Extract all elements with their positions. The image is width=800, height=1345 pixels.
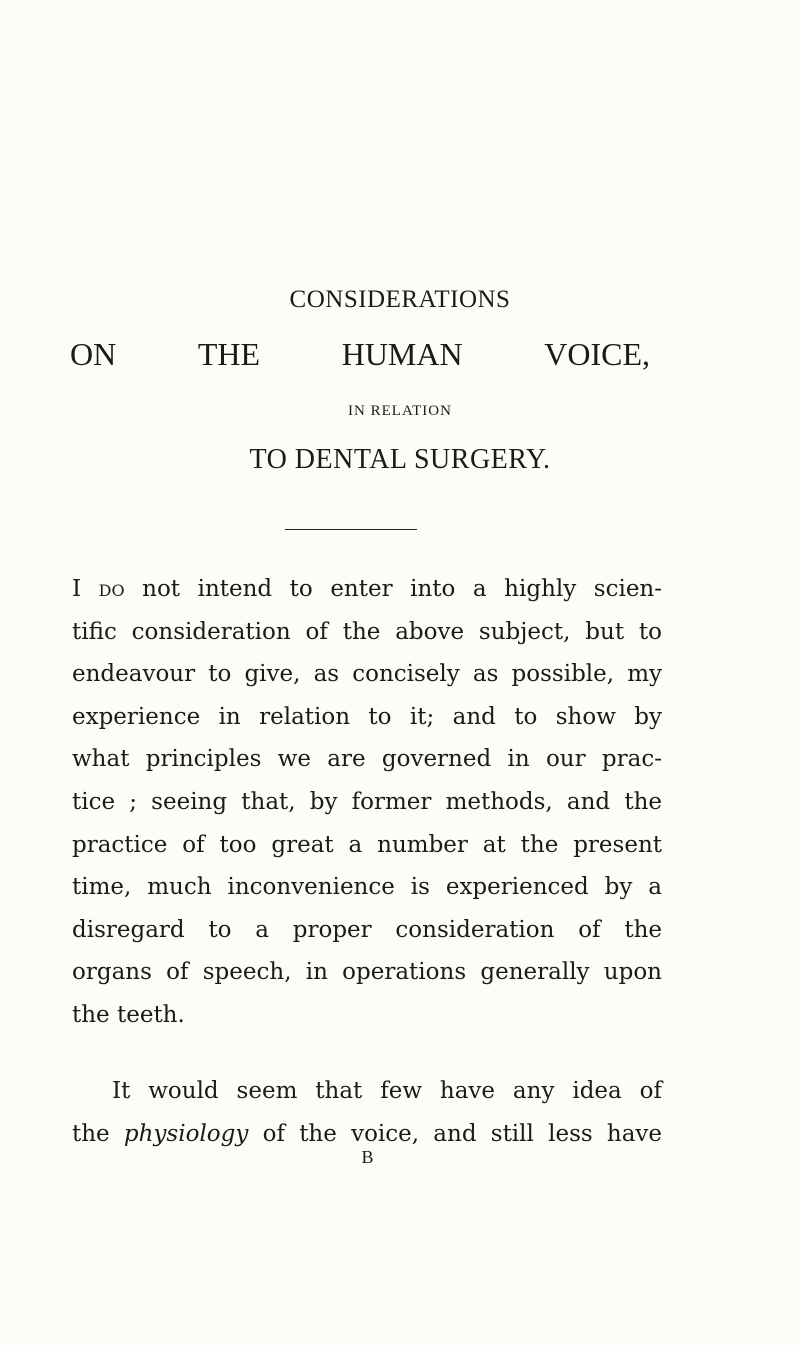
paragraph-line: tice ; seeing that, by former methods, and the: [72, 788, 662, 815]
initial-letter: I: [72, 576, 82, 602]
paragraph-line: [72, 568, 662, 611]
paragraph-line: time, much inconvenience is experienced by a: [72, 874, 662, 901]
small-caps-word: do: [98, 576, 125, 602]
paragraph-line: the teeth.: [72, 1001, 185, 1028]
title-line-dental-surgery: TO DENTAL SURGERY.: [249, 444, 551, 475]
paragraph-line: disregard to a proper consideration of the: [72, 916, 662, 943]
title-divider-rule: [285, 529, 417, 530]
paragraph-line: endeavour to give, as concisely as possible, my: [72, 661, 662, 688]
line-text: the: [72, 1120, 110, 1147]
paragraph-2: [72, 1070, 662, 1155]
italic-word: physiology: [123, 1120, 249, 1147]
paragraph-line: organs of speech, in operations generally upon: [72, 959, 662, 986]
title-word: THE: [197, 336, 261, 372]
title-word: HUMAN: [341, 336, 463, 372]
line-text: not intend to enter into a highly scien-: [142, 576, 663, 602]
title-word: VOICE,: [544, 336, 650, 372]
title-line-in-relation: IN RELATION: [348, 403, 452, 419]
paragraph-line: what principles we are governed in our prac-: [72, 746, 662, 773]
paragraph-line: experience in relation to it; and to show by: [72, 703, 662, 730]
title-line-considerations: CONSIDERATIONS: [289, 286, 511, 313]
title-word: ON: [70, 336, 117, 372]
line-text: of the voice, and still less have: [262, 1120, 663, 1147]
title-line-human-voice: [70, 336, 650, 373]
paragraph-line: practice of too great a number at the present: [72, 831, 662, 858]
paragraph-line: tific consideration of the above subject, but to: [72, 618, 662, 645]
signature-mark: B: [361, 1147, 374, 1167]
paragraph-1: [72, 568, 662, 1037]
paragraph-line: It would seem that few have any idea of: [112, 1078, 662, 1104]
